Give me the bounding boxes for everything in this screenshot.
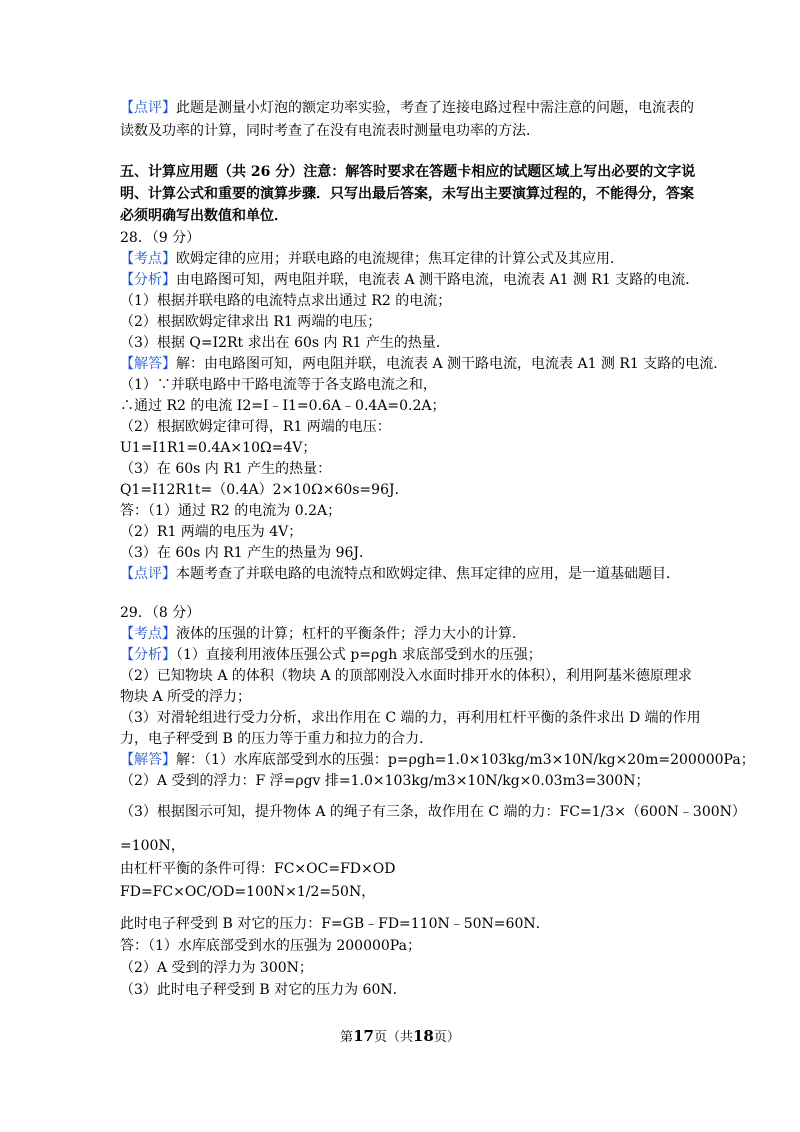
answer-line: （2）A 受到的浮力为 300N； xyxy=(120,960,313,976)
kaodian-line: 【考点】欧姆定律的应用；并联电路的电流规律；焦耳定律的计算公式及其应用． xyxy=(120,251,624,267)
section-heading: 明、计算公式和重要的演算步骤．只写出最后答案，未写出主要演算过程的，不能得分，答案 xyxy=(120,186,694,202)
text-line: （3）根据 Q=I2Rt 求出在 60s 内 R1 产生的热量． xyxy=(120,335,450,351)
kaodian-tag: 【考点】 xyxy=(120,251,176,267)
formula-line: 由杠杆平衡的条件可得：FC×OC=FD×OD xyxy=(120,861,396,877)
comment-line: 读数及功率的计算，同时考查了在没有电流表时测量电功率的方法． xyxy=(120,123,540,139)
text-line: ∴通过 R2 的电流 I2=I﹣I1=0.6A﹣0.4A=0.2A； xyxy=(120,398,446,414)
formula-line: （3）根据图示可知，提升物体 A 的绳子有三条，故作用在 C 端的力：FC=1/3×（600N﹣300N） xyxy=(120,804,746,820)
kaodian-line: 【考点】液体的压强的计算；杠杆的平衡条件；浮力大小的计算． xyxy=(120,626,526,642)
answer-line: （2）R1 两端的电压为 4V； xyxy=(120,524,303,540)
formula-line: Q1=I12R1t=（0.4A）2×10Ω×60s=96J． xyxy=(120,482,409,498)
text-line: （2）根据欧姆定律求出 R1 两端的电压； xyxy=(120,314,382,330)
section-heading: 五、计算应用题（共 26 分）注意：解答时要求在答题卡相应的试题区域上写出必要的文字说 xyxy=(120,164,696,180)
question-number: 29．（8 分） xyxy=(120,605,201,621)
dianping-line: 【点评】本题考查了并联电路的电流特点和欧姆定律、焦耳定律的应用，是一道基础题目． xyxy=(120,566,680,582)
kaodian-tag: 【考点】 xyxy=(120,626,176,642)
answer-line: 答：（1）通过 R2 的电流为 0.2A； xyxy=(120,503,342,519)
fenxi-tag: 【分析】 xyxy=(120,272,176,288)
formula-line: （2）A 受到的浮力：F 浮=ρgv 排=1.0×103kg/m3×10N/kg×0.03m3=300N； xyxy=(120,773,650,789)
jieda-tag: 【解答】 xyxy=(120,356,176,372)
text-line: （2）已知物块 A 的体积（物块 A 的顶部刚没入水面时排开水的体积），利用阿基米德原理求 xyxy=(120,668,692,684)
text-line: （3）对滑轮组进行受力分析，求出作用在 C 端的力，再利用杠杆平衡的条件求出 D 端的作用 xyxy=(120,710,701,726)
answer-line: 答：（1）水库底部受到水的压强为 200000Pa； xyxy=(120,938,421,954)
text-line: （1）∵并联电路中干路电流等于各支路电流之和， xyxy=(120,377,437,393)
fenxi-line: 【分析】由电路图可知，两电阻并联，电流表 A 测干路电流，电流表 A1 测 R1 支路的电流． xyxy=(120,272,700,288)
fenxi-tag: 【分析】 xyxy=(120,647,176,663)
answer-line: （3）在 60s 内 R1 产生的热量为 96J． xyxy=(120,545,374,561)
text-line: 此时电子秤受到 B 对它的压力：F=GB﹣FD=110N﹣50N=60N． xyxy=(120,916,550,932)
dianping-tag: 【点评】 xyxy=(120,566,176,582)
jieda-tag: 【解答】 xyxy=(120,752,176,768)
jieda-line: 【解答】解：由电路图可知，两电阻并联，电流表 A 测干路电流，电流表 A1 测 R1 支路的电流． xyxy=(120,356,728,372)
comment-tag: 【点评】 xyxy=(120,100,176,116)
comment-line: 【点评】此题是测量小灯泡的额定功率实验，考查了连接电路过程中需注意的问题，电流表的 xyxy=(120,100,694,116)
text-line: （3）在 60s 内 R1 产生的热量： xyxy=(120,461,332,477)
answer-line: （3）此时电子秤受到 B 对它的压力为 60N． xyxy=(120,982,407,998)
formula-line: FD=FC×OC/OD=100N×1/2=50N， xyxy=(120,884,376,900)
text-line: （1）根据并联电路的电流特点求出通过 R2 的电流； xyxy=(120,293,452,309)
question-number: 28．（9 分） xyxy=(120,230,201,246)
total-pages: 18 xyxy=(413,1027,434,1045)
page-number: 17 xyxy=(353,1027,374,1045)
text-line: （2）根据欧姆定律可得，R1 两端的电压： xyxy=(120,419,391,435)
formula-line: U1=I1R1=0.4A×10Ω=4V； xyxy=(120,440,317,456)
page-footer: 第17页（共18页） xyxy=(340,1027,460,1045)
section-heading: 必须明确写出数值和单位． xyxy=(120,208,288,224)
text-line: 力，电子秤受到 B 的压力等于重力和拉力的合力． xyxy=(120,731,434,747)
text-line: 物块 A 所受的浮力； xyxy=(120,689,252,705)
fenxi-line: 【分析】（1）直接利用液体压强公式 p=ρgh 求底部受到水的压强； xyxy=(120,647,542,663)
jieda-line: 【解答】解：（1）水库底部受到水的压强：p=ρgh=1.0×103kg/m3×10N/kg×20m=200000Pa； xyxy=(120,752,755,768)
formula-line: =100N， xyxy=(120,838,185,854)
